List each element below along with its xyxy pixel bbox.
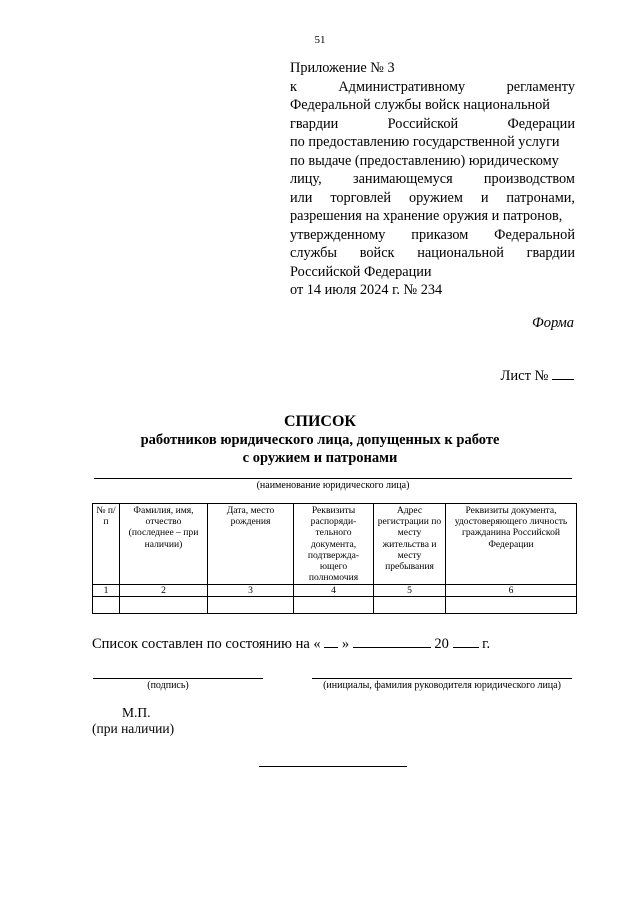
- appendix-word: Федеральной: [494, 226, 575, 243]
- month-blank[interactable]: [353, 635, 431, 648]
- employees-table: [92, 503, 577, 614]
- table-row: [93, 597, 577, 614]
- compiled-prefix: Список составлен по состоянию на «: [92, 636, 321, 652]
- document-end-line: [259, 766, 407, 767]
- compiled-year-prefix: 20: [434, 636, 449, 652]
- appendix-word: лицу,: [290, 171, 322, 187]
- header-authority-document: Реквизиты распоряди-тельного документа, подтвержда-ющего полномочия: [294, 504, 374, 585]
- appendix-line: [290, 78, 575, 97]
- column-number: 2: [120, 585, 208, 597]
- appendix-word: гвардии: [290, 115, 339, 132]
- compiled-date-line: [92, 635, 490, 653]
- appendix-word: торговлей: [330, 189, 392, 206]
- page-number: 51: [314, 34, 326, 46]
- appendix-line: от 14 июля 2024 г. № 234: [290, 282, 443, 298]
- sheet-number: [501, 367, 574, 385]
- appendix-word: или: [290, 189, 313, 206]
- signature-line[interactable]: [93, 678, 263, 679]
- column-number: 3: [208, 585, 294, 597]
- appendix-line: по выдаче (предоставлению) юридическому: [290, 152, 559, 169]
- appendix-line: [290, 115, 575, 134]
- appendix-word: к: [290, 78, 297, 95]
- document-title: СПИСОК: [283, 413, 357, 430]
- day-blank[interactable]: [324, 635, 338, 648]
- appendix-word: оружием: [408, 189, 463, 206]
- table-cell[interactable]: [446, 597, 577, 614]
- table-cell[interactable]: [120, 597, 208, 614]
- header-number: № п/п: [93, 504, 120, 585]
- appendix-word: приказом: [411, 226, 469, 243]
- appendix-line: Федеральной службы войск национальной: [290, 97, 550, 113]
- subtitle-line-1: работников юридического лица, допущенных к работе: [140, 432, 500, 448]
- table-cell[interactable]: [294, 597, 374, 614]
- organization-name-caption: (наименование юридического лица): [256, 480, 410, 491]
- appendix-line: Приложение № 3: [290, 60, 395, 76]
- appendix-word: и: [480, 189, 489, 206]
- appendix-word: Административному: [338, 78, 466, 95]
- appendix-word: службы: [290, 245, 338, 261]
- column-number: 6: [446, 585, 577, 597]
- year-blank[interactable]: [453, 635, 479, 648]
- form-label: Форма: [532, 315, 574, 331]
- appendix-line: [290, 244, 575, 263]
- column-number: 5: [374, 585, 446, 597]
- appendix-word: занимающемуся: [352, 171, 453, 187]
- appendix-word: войск: [359, 245, 395, 261]
- appendix-word: Федерации: [507, 115, 575, 132]
- header-identity-document: Реквизиты документа, удостоверяющего личность гражданина Российской Федерации: [446, 504, 577, 585]
- compiled-close-quote: »: [341, 636, 350, 652]
- appendix-header: [290, 59, 575, 300]
- compiled-year-suffix: г.: [482, 636, 491, 652]
- header-full-name: Фамилия, имя, отчество (последнее – при наличии): [120, 504, 208, 585]
- table-column-numbers-row: [93, 585, 577, 597]
- appendix-line: [290, 226, 575, 245]
- stamp-placeholder: М.П.: [122, 705, 151, 720]
- column-number: 4: [294, 585, 374, 597]
- table-cell[interactable]: [374, 597, 446, 614]
- table-cell[interactable]: [208, 597, 294, 614]
- organization-name-line: [94, 478, 572, 479]
- document-subtitle: [0, 431, 640, 467]
- appendix-word: гвардии: [526, 245, 575, 261]
- sheet-label: Лист №: [500, 368, 549, 384]
- appendix-word: производством: [483, 171, 575, 187]
- appendix-word: Российской: [387, 115, 459, 132]
- column-number: 1: [93, 585, 120, 597]
- appendix-line: [290, 189, 575, 208]
- sheet-number-blank: [552, 367, 574, 380]
- appendix-word: регламенту: [506, 78, 575, 95]
- appendix-word: утвержденному: [290, 226, 386, 243]
- header-address: Адрес регистрации по месту жительства и месту пребывания: [374, 504, 446, 585]
- subtitle-line-2: с оружием и патронами: [242, 450, 398, 466]
- appendix-line: Российской Федерации: [290, 263, 432, 280]
- appendix-word: национальной: [417, 245, 504, 261]
- signature-caption: (подпись): [147, 680, 189, 691]
- header-birth: Дата, место рождения: [208, 504, 294, 585]
- appendix-line: по предоставлению государственной услуги: [290, 134, 560, 150]
- head-name-line[interactable]: [312, 678, 572, 679]
- table-header-row: [93, 504, 577, 585]
- appendix-line: [290, 170, 575, 189]
- stamp-note: (при наличии): [92, 721, 175, 736]
- appendix-line: разрешения на хранение оружия и патронов,: [290, 208, 563, 224]
- appendix-word: патронами,: [506, 189, 575, 206]
- table-cell[interactable]: [93, 597, 120, 614]
- head-name-caption: (инициалы, фамилия руководителя юридического лица): [323, 680, 561, 691]
